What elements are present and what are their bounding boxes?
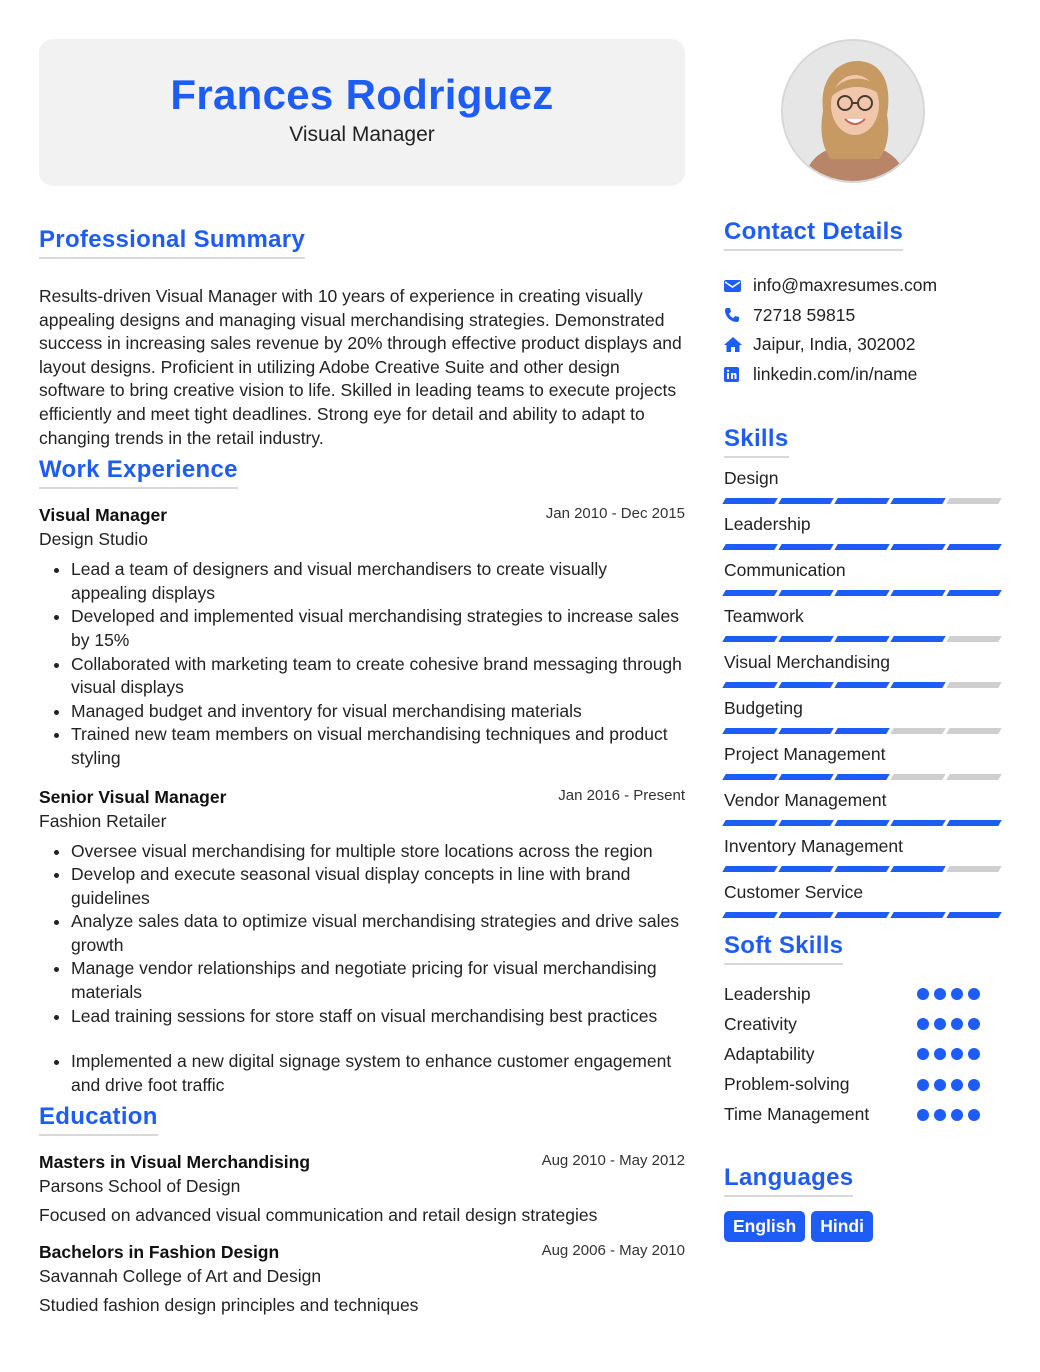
skill-level-bar: [724, 728, 1004, 734]
skill-level-bar: [724, 774, 1004, 780]
job-entry: [39, 787, 685, 1098]
skill-level-segment: [890, 682, 945, 688]
degree-title: Bachelors in Fashion Design: [39, 1242, 280, 1263]
summary-text: Results-driven Visual Manager with 10 years of experience in creating visually appealing designs and managing visual merchandising strategies. Demonstrated success in increasing sales revenue by 20% through effective product displays and layout designs. Proficient in utilizing Adobe Creative Suite and other design software to bring creative vision to life. Skilled in leading teams to execute projects efficiently and meet tight deadlines. Strong eye for detail and ability to adapt to changing trends in the retail industry.: [39, 286, 682, 448]
languages-list: [724, 1211, 1004, 1242]
skill-level-bar: [724, 590, 1004, 596]
education-entry: [39, 1152, 685, 1226]
skill-level-segment: [890, 866, 945, 872]
job-title: Visual Manager: [39, 505, 168, 526]
rating-dot: [951, 1109, 963, 1121]
contact-phone[interactable]: [724, 301, 1004, 331]
soft-skill-item: [724, 979, 1004, 1009]
soft-skill-name: Adaptability: [724, 1043, 815, 1064]
job-bullet: • Develop and execute seasonal visual display concepts in line with brand guidelines: [71, 863, 685, 910]
skill-name: Design: [724, 468, 779, 488]
skill-name: Budgeting: [724, 698, 803, 718]
rating-dot: [951, 1018, 963, 1030]
skill-level-segment: [946, 820, 1001, 826]
skill-level-segment: [890, 544, 945, 550]
skill-level-bar: [724, 636, 1004, 642]
skill-level-segment: [722, 866, 777, 872]
skill-name: Inventory Management: [724, 836, 903, 856]
skill-level-bar: [724, 498, 1004, 504]
school-name: Savannah College of Art and Design: [39, 1266, 322, 1287]
job-title: Senior Visual Manager: [39, 786, 227, 807]
job-bullet: • Collaborated with marketing team to create cohesive brand messaging through visual displays: [71, 653, 685, 700]
languages-section: [724, 1164, 1004, 1242]
education-description: Focused on advanced visual communication and retail design strategies: [39, 1205, 598, 1226]
summary-heading: Professional Summary: [39, 226, 305, 259]
education-heading: Education: [39, 1103, 158, 1136]
rating-dot: [968, 988, 980, 1000]
job-bullet: • Developed and implemented visual merchandising strategies to increase sales by 15%: [71, 605, 685, 652]
skill-item: [724, 560, 1004, 596]
skill-level-bar: [724, 866, 1004, 872]
skill-name: Communication: [724, 560, 846, 580]
skill-level-segment: [834, 728, 889, 734]
school-name: Parsons School of Design: [39, 1176, 241, 1197]
job-bullet: • Managed budget and inventory for visual merchandising materials: [71, 700, 685, 724]
phone-icon: [724, 307, 753, 323]
skill-name: Leadership: [724, 514, 811, 534]
skill-level-bar: [724, 820, 1004, 826]
main-column: [39, 39, 685, 1316]
candidate-title: Visual Manager: [289, 123, 435, 146]
skill-level-segment: [778, 544, 833, 550]
soft-skill-item: [724, 1070, 1004, 1100]
contact-linkedin-text: linkedin.com/in/name: [753, 363, 918, 384]
skill-item: [724, 882, 1004, 918]
job-bullet: • Oversee visual merchandising for multiple store locations across the region: [71, 840, 685, 864]
skill-level-segment: [834, 866, 889, 872]
contact-email[interactable]: [724, 271, 1004, 301]
rating-dot: [917, 1109, 929, 1121]
soft-skills-heading: Soft Skills: [724, 932, 843, 965]
candidate-name: Frances Rodriguez: [170, 71, 554, 118]
contact-address-text: Jaipur, India, 302002: [753, 334, 916, 355]
skill-name: Customer Service: [724, 882, 864, 902]
rating-dot: [951, 988, 963, 1000]
rating-dot: [917, 988, 929, 1000]
envelope-icon: [724, 279, 753, 293]
skill-level-segment: [946, 544, 1001, 550]
rating-dot: [934, 1048, 946, 1060]
linkedin-icon: [724, 367, 753, 382]
soft-skill-name: Creativity: [724, 1013, 797, 1034]
skill-level-segment: [722, 498, 777, 504]
skill-level-segment: [778, 590, 833, 596]
skill-item: [724, 468, 1004, 504]
soft-skill-rating: [917, 1048, 1004, 1060]
resume-header: [39, 39, 685, 186]
skill-level-segment: [722, 544, 777, 550]
skill-level-segment: [722, 774, 777, 780]
skill-level-segment: [722, 912, 777, 918]
skill-item: [724, 790, 1004, 826]
job-bullet: • Implemented a new digital signage system to enhance customer engagement and drive foot traffic: [71, 1050, 685, 1097]
job-bullets: [39, 840, 685, 1098]
contact-linkedin[interactable]: [724, 360, 1004, 390]
skill-level-segment: [778, 682, 833, 688]
skill-level-segment: [890, 774, 945, 780]
skill-level-segment: [722, 636, 777, 642]
skill-level-segment: [946, 498, 1001, 504]
skill-level-segment: [890, 728, 945, 734]
rating-dot: [934, 1018, 946, 1030]
soft-skill-rating: [917, 1109, 1004, 1121]
contact-section: [724, 218, 1004, 389]
skill-level-segment: [946, 912, 1001, 918]
education-date: Aug 2006 - May 2010: [541, 1242, 685, 1260]
skill-item: [724, 836, 1004, 872]
skill-level-segment: [946, 590, 1001, 596]
education-description: Studied fashion design principles and techniques: [39, 1295, 419, 1316]
skill-level-segment: [834, 590, 889, 596]
skill-level-segment: [946, 682, 1001, 688]
skill-name: Vendor Management: [724, 790, 887, 810]
skill-level-segment: [722, 820, 777, 826]
skill-level-bar: [724, 682, 1004, 688]
soft-skill-name: Time Management: [724, 1104, 870, 1125]
skill-level-segment: [834, 544, 889, 550]
soft-skill-name: Leadership: [724, 983, 811, 1004]
rating-dot: [968, 1079, 980, 1091]
contact-list: [724, 271, 1004, 389]
work-heading: Work Experience: [39, 456, 238, 489]
skill-item: [724, 606, 1004, 642]
skills-heading: Skills: [724, 425, 789, 458]
skill-item: [724, 698, 1004, 734]
job-entry: [39, 505, 685, 770]
skill-level-bar: [724, 912, 1004, 918]
job-bullets: [39, 558, 685, 770]
skill-level-segment: [722, 590, 777, 596]
rating-dot: [917, 1048, 929, 1060]
skill-level-segment: [778, 774, 833, 780]
education-entry: [39, 1242, 685, 1316]
language-badge: Hindi: [811, 1211, 873, 1242]
soft-skill-rating: [917, 988, 1004, 1000]
skill-item: [724, 652, 1004, 688]
skill-item: [724, 514, 1004, 550]
skill-level-segment: [778, 498, 833, 504]
profile-photo: [781, 39, 925, 183]
languages-heading: Languages: [724, 1164, 853, 1197]
skill-level-bar: [724, 544, 1004, 550]
rating-dot: [917, 1079, 929, 1091]
skill-level-segment: [946, 728, 1001, 734]
skill-level-segment: [722, 682, 777, 688]
soft-skill-rating: [917, 1018, 1004, 1030]
skill-level-segment: [890, 498, 945, 504]
contact-address: [724, 330, 1004, 360]
rating-dot: [934, 1109, 946, 1121]
rating-dot: [968, 1109, 980, 1121]
skill-level-segment: [834, 774, 889, 780]
job-company: Fashion Retailer: [39, 810, 167, 831]
sidebar-column: [724, 39, 1004, 1242]
skill-level-segment: [778, 728, 833, 734]
skill-level-segment: [834, 912, 889, 918]
skill-item: [724, 744, 1004, 780]
skill-level-segment: [778, 866, 833, 872]
soft-skills-list: [724, 979, 1004, 1130]
job-bullet: • Lead a team of designers and visual merchandisers to create visually appealing displays: [71, 558, 685, 605]
soft-skill-name: Problem-solving: [724, 1074, 850, 1095]
language-badge: English: [724, 1211, 805, 1242]
education-date: Aug 2010 - May 2012: [541, 1152, 685, 1170]
rating-dot: [934, 988, 946, 1000]
home-icon: [724, 337, 753, 352]
skills-section: [724, 425, 1004, 918]
rating-dot: [951, 1079, 963, 1091]
contact-email-text: info@maxresumes.com: [753, 275, 938, 296]
skill-level-segment: [946, 636, 1001, 642]
job-date: Jan 2010 - Dec 2015: [545, 505, 685, 523]
job-date: Jan 2016 - Present: [558, 786, 685, 804]
skill-level-segment: [722, 728, 777, 734]
summary-section: [39, 226, 685, 450]
contact-heading: Contact Details: [724, 218, 903, 251]
skill-level-segment: [946, 774, 1001, 780]
skill-level-segment: [890, 590, 945, 596]
rating-dot: [968, 1048, 980, 1060]
skill-level-segment: [834, 820, 889, 826]
rating-dot: [951, 1048, 963, 1060]
skill-level-segment: [834, 682, 889, 688]
skills-list: [724, 468, 1004, 918]
soft-skill-item: [724, 1009, 1004, 1039]
skill-level-segment: [890, 636, 945, 642]
skill-level-segment: [778, 912, 833, 918]
job-bullet: • Manage vendor relationships and negotiate pricing for visual merchandising materials: [71, 957, 685, 1004]
skill-level-segment: [778, 636, 833, 642]
skill-level-segment: [778, 820, 833, 826]
skill-level-segment: [946, 866, 1001, 872]
skill-level-segment: [834, 498, 889, 504]
skill-level-segment: [890, 820, 945, 826]
soft-skill-item: [724, 1039, 1004, 1069]
skill-level-segment: [890, 912, 945, 918]
soft-skill-item: [724, 1100, 1004, 1130]
skill-name: Visual Merchandising: [724, 652, 891, 672]
job-bullet: • Lead training sessions for store staff on visual merchandising best practices: [71, 1005, 685, 1029]
skill-name: Teamwork: [724, 606, 804, 626]
rating-dot: [917, 1018, 929, 1030]
job-bullet: • Analyze sales data to optimize visual merchandising strategies and drive sales growth: [71, 910, 685, 957]
work-section: [39, 456, 685, 1097]
skill-level-segment: [834, 636, 889, 642]
education-section: [39, 1103, 685, 1316]
soft-skill-rating: [917, 1079, 1004, 1091]
job-bullet: • Trained new team members on visual merchandising techniques and product styling: [71, 723, 685, 770]
contact-phone-text: 72718 59815: [753, 304, 856, 325]
job-company: Design Studio: [39, 529, 148, 550]
skill-name: Project Management: [724, 744, 886, 764]
rating-dot: [968, 1018, 980, 1030]
rating-dot: [934, 1079, 946, 1091]
soft-skills-section: [724, 932, 1004, 1130]
degree-title: Masters in Visual Merchandising: [39, 1152, 311, 1173]
